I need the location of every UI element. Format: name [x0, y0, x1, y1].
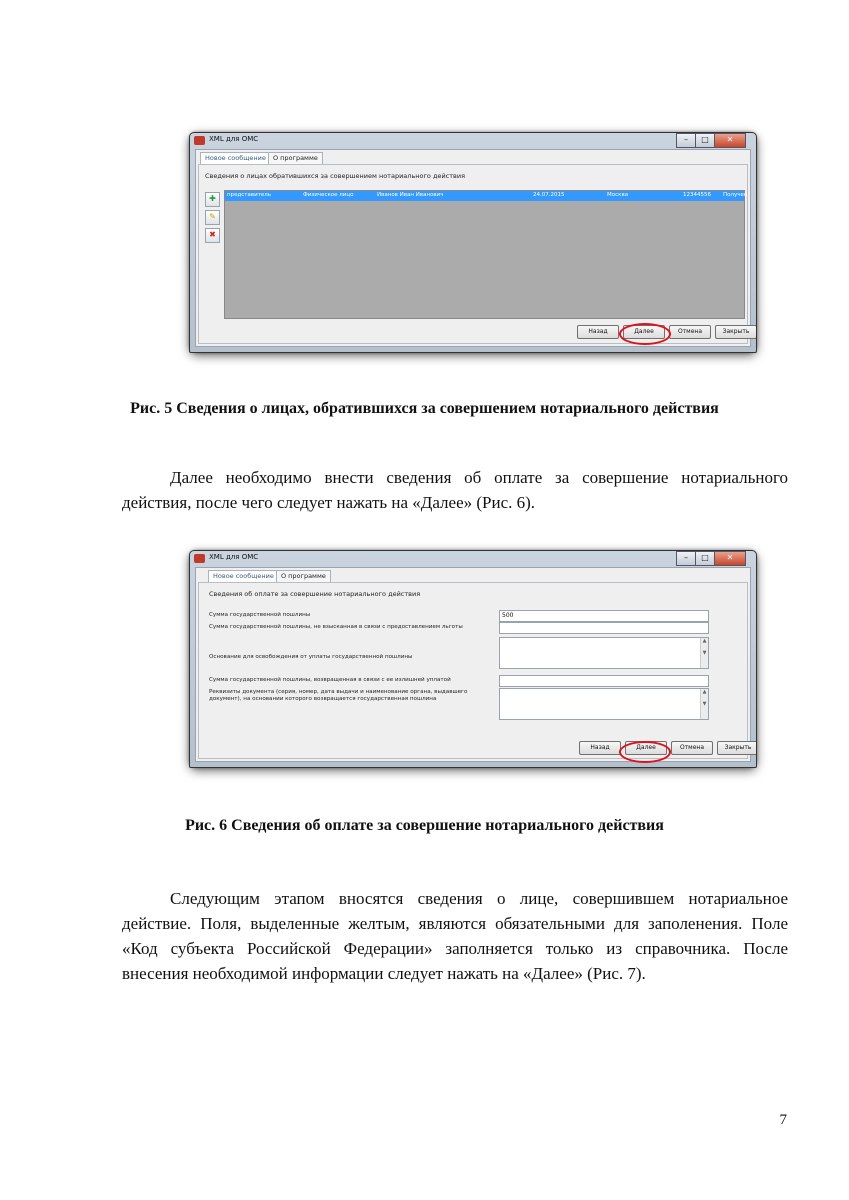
figure6-caption: Рис. 6 Сведения об оплате за совершение нотариального действия [185, 817, 664, 834]
next-button[interactable]: Далее [623, 325, 665, 339]
page-number: 7 [779, 1112, 787, 1128]
table-row[interactable] [225, 191, 748, 201]
persons-table[interactable] [224, 190, 748, 319]
table-cell: Иванов Иван Иванович [377, 192, 444, 198]
scrollbar[interactable]: ▲ ▼ [700, 689, 708, 719]
field-label: Сумма государственной пошлины, не взысканная в связи с предоставлением льготы [209, 624, 463, 630]
window-client [195, 149, 751, 347]
document-details-textarea[interactable] [499, 688, 709, 720]
window-client [195, 567, 751, 762]
back-button[interactable]: Назад [579, 741, 621, 755]
next-button-highlight [619, 323, 671, 345]
cancel-button[interactable]: Отмена [671, 741, 713, 755]
minimize-button[interactable]: – [676, 133, 696, 148]
window-frame [189, 550, 757, 768]
table-cell: Получен [723, 192, 748, 198]
waived-duty-input[interactable] [499, 622, 709, 634]
scrollbar[interactable]: ▲ ▼ [700, 638, 708, 668]
close-window-button[interactable]: ✕ [714, 133, 746, 148]
refunded-duty-input[interactable] [499, 675, 709, 687]
maximize-button[interactable]: □ [695, 551, 715, 566]
paragraph-2-text: Следующим этапом вносятся сведения о лице, совершившем нотариальное действие. Поля, выделенные желтым, являются обязательными для заполенения. Поле «Код субъекта Российской Федерации» заполняется только из справочника. После внесения необходимой информации следует нажать на «Далее» (Рис. 7). [122, 889, 788, 983]
paragraph-1-text: Далее необходимо внести сведения об оплате за совершение нотариального действия, после чего следует нажать на «Далее» (Рис. 6). [122, 468, 788, 512]
minimize-button[interactable]: – [676, 551, 696, 566]
section-caption: Сведения о лицах обратившихся за совершением нотариального действия [205, 172, 466, 180]
close-button[interactable]: Закрыть [715, 325, 757, 339]
exemption-reason-textarea[interactable] [499, 637, 709, 669]
field-label: Сумма государственной пошлины [209, 612, 311, 618]
field-value: 500 [502, 612, 514, 619]
cancel-button[interactable]: Отмена [669, 325, 711, 339]
tab-about[interactable]: О программе [276, 570, 331, 583]
figure6-window [189, 550, 757, 768]
title-bar [190, 551, 756, 567]
field-label: Реквизиты документа (серия, номер, дата выдачи и наименование органа, выдавшего документ), на основании которого возвращается государственная пошлина [209, 689, 468, 702]
edit-icon[interactable]: ✎ [205, 210, 220, 225]
field-label: Сумма государственной пошлины, возвращенная в связи с ее излишней уплатой [209, 677, 451, 683]
app-icon [194, 554, 205, 563]
tab-new-message[interactable]: Новое сообщение [208, 570, 279, 583]
close-window-button[interactable]: ✕ [714, 551, 746, 566]
window-title: XML для ОМС [209, 135, 259, 143]
back-button[interactable]: Назад [577, 325, 619, 339]
window-title: XML для ОМС [209, 553, 259, 561]
table-cell: 12344556 [683, 192, 711, 198]
next-button-highlight [619, 741, 671, 763]
delete-icon[interactable]: ✖ [205, 228, 220, 243]
close-button[interactable]: Закрыть [717, 741, 757, 755]
app-icon [194, 136, 205, 145]
section-caption: Сведения об оплате за совершение нотариального действия [209, 590, 421, 598]
field-label: Основание для освобождения от уплаты государственной пошлины [209, 654, 413, 660]
table-cell: 24.07.2015 [533, 192, 565, 198]
figure5-window [189, 132, 757, 353]
tab-new-message[interactable]: Новое сообщение [200, 152, 271, 165]
tab-panel [198, 164, 748, 344]
next-button[interactable]: Далее [625, 741, 667, 755]
tab-panel [198, 582, 752, 759]
figure5-caption: Рис. 5 Сведения о лицах, обратившихся за совершением нотариального действия [130, 400, 719, 417]
tab-about[interactable]: О программе [268, 152, 323, 165]
paragraph-1 [122, 465, 788, 515]
state-duty-amount-input[interactable] [499, 610, 709, 622]
paragraph-2 [122, 886, 788, 986]
window-frame [189, 132, 757, 353]
add-icon[interactable]: ✚ [205, 192, 220, 207]
maximize-button[interactable]: □ [695, 133, 715, 148]
table-cell: Физическое лицо [303, 192, 354, 198]
title-bar [190, 133, 756, 149]
table-cell: представитель [227, 192, 272, 198]
table-cell: Москва [607, 192, 629, 198]
